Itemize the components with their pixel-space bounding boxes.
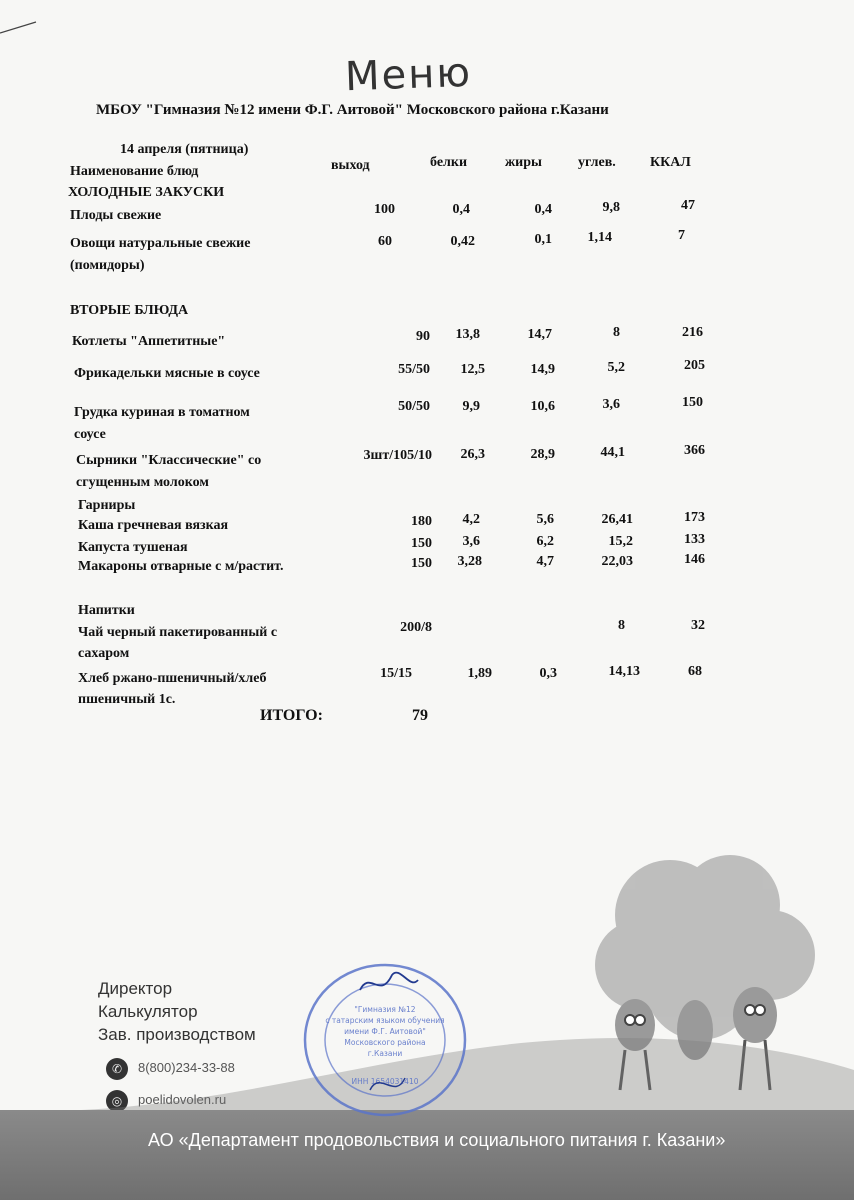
dish-name: Котлеты "Аппетитные": [72, 334, 226, 349]
stamp-line: с татарским языком обучения: [325, 1016, 445, 1025]
header-output: выход: [331, 158, 370, 173]
dish-fat: 6,2: [536, 534, 554, 549]
dish-name-cont: пшеничный 1с.: [78, 692, 176, 707]
dish-fat: 28,9: [530, 447, 555, 462]
total-value: 79: [412, 707, 428, 724]
header-protein: белки: [430, 155, 468, 170]
dish-name: Грудка куриная в томатном: [74, 405, 250, 420]
dish-kcal: 216: [682, 325, 703, 340]
phone-icon: ✆: [106, 1058, 128, 1080]
dish-kcal: 7: [678, 228, 685, 243]
dish-carbs: 14,13: [608, 664, 640, 679]
dish-name-cont: сгущенным молоком: [76, 475, 209, 490]
dish-fat: 10,6: [530, 399, 555, 414]
dish-name: Капуста тушеная: [78, 540, 188, 555]
dish-protein: 0,4: [452, 202, 470, 217]
footer-calculator: Калькулятор: [98, 1002, 198, 1021]
dish-output: 150: [411, 536, 432, 551]
dish-fat: 4,7: [536, 554, 554, 569]
dish-protein: 26,3: [460, 447, 485, 462]
dish-output: 50/50: [398, 399, 430, 414]
dish-output: 3шт/105/10: [363, 448, 432, 463]
dish-kcal: 173: [684, 510, 705, 525]
section-cold: ХОЛОДНЫЕ ЗАКУСКИ: [68, 185, 225, 200]
dish-fat: 0,3: [539, 666, 557, 681]
dish-name-cont: (помидоры): [70, 258, 145, 273]
stamp-line: Московского района: [344, 1038, 426, 1047]
dish-name: Каша гречневая вязкая: [78, 518, 229, 533]
total-label: ИТОГО:: [260, 707, 323, 724]
dish-protein: 3,28: [457, 554, 482, 569]
footer-phone[interactable]: 8(800)234-33-88: [138, 1060, 235, 1075]
stamp-line: имени Ф.Г. Аитовой": [344, 1027, 426, 1036]
dish-protein: 4,2: [462, 512, 480, 527]
dish-carbs: 3,6: [602, 397, 620, 412]
stamp-line: "Гимназия №12: [354, 1005, 416, 1014]
dish-output: 200/8: [400, 620, 432, 635]
dish-protein: 3,6: [462, 534, 480, 549]
dish-carbs: 9,8: [602, 200, 620, 215]
footer-director: Директор: [98, 979, 173, 998]
dish-carbs: 44,1: [600, 445, 625, 460]
dish-protein: 9,9: [462, 399, 480, 414]
dish-fat: 14,9: [530, 362, 555, 377]
globe-icon: ◎: [106, 1090, 128, 1112]
dish-name: Чай черный пакетированный с: [78, 625, 278, 640]
dish-protein: 13,8: [455, 327, 480, 342]
dish-output: 60: [378, 234, 392, 249]
dish-output: 55/50: [398, 362, 430, 377]
dish-name: Макароны отварные с м/растит.: [78, 559, 284, 574]
dish-name: Сырники "Классические" со: [76, 453, 262, 468]
dish-fat: 14,7: [527, 327, 552, 342]
scan-edge-mark: [0, 18, 40, 38]
dish-name: Фрикадельки мясные в соусе: [74, 366, 260, 381]
dish-carbs: 8: [613, 325, 620, 340]
dish-output: 150: [411, 556, 432, 571]
dish-kcal: 32: [691, 618, 705, 633]
school-title: МБОУ "Гимназия №12 имени Ф.Г. Аитовой" Московского района г.Казани: [96, 102, 609, 118]
header-fat: жиры: [505, 155, 542, 170]
dish-carbs: 22,03: [601, 554, 633, 569]
dish-name-cont: соусе: [74, 427, 106, 442]
dish-fat: 5,6: [536, 512, 554, 527]
dish-output: 100: [374, 202, 395, 217]
dish-protein: 0,42: [450, 234, 475, 249]
round-stamp: [300, 960, 470, 1120]
dish-kcal: 47: [681, 198, 695, 213]
dish-kcal: 150: [682, 395, 703, 410]
dish-protein: 1,89: [467, 666, 492, 681]
stamp-line: г.Казани: [367, 1049, 403, 1058]
dish-carbs: 15,2: [608, 534, 633, 549]
footer-site[interactable]: poelidovolen.ru: [138, 1092, 227, 1107]
dish-carbs: 26,41: [601, 512, 633, 527]
dish-kcal: 68: [688, 664, 702, 679]
section-drinks: Напитки: [78, 603, 135, 618]
header-carbs: углев.: [578, 155, 616, 170]
dish-name-cont: сахаром: [78, 646, 130, 661]
stamp-line: ИНН 1654031410: [351, 1077, 419, 1086]
dish-name: Овощи натуральные свежие: [70, 236, 251, 251]
dish-fat: 0,4: [534, 202, 552, 217]
dish-kcal: 146: [684, 552, 705, 567]
dish-output: 90: [416, 329, 430, 344]
footer-band: [0, 1110, 854, 1200]
dish-kcal: 133: [684, 532, 705, 547]
dish-output: 180: [411, 514, 432, 529]
dish-kcal: 205: [684, 358, 705, 373]
header-kcal: ККАЛ: [650, 155, 691, 170]
section-garnish: Гарниры: [78, 498, 136, 513]
footer-production: Зав. производством: [98, 1025, 256, 1044]
dish-carbs: 8: [618, 618, 625, 633]
dish-kcal: 366: [684, 443, 705, 458]
section-second: ВТОРЫЕ БЛЮДА: [70, 303, 189, 318]
dish-name: Хлеб ржано-пшеничный/хлеб: [78, 671, 267, 686]
dish-protein: 12,5: [460, 362, 485, 377]
dish-carbs: 1,14: [587, 230, 612, 245]
handwritten-title: Меню: [344, 49, 473, 101]
dish-name: Плоды свежие: [70, 208, 162, 223]
dish-output: 15/15: [380, 666, 412, 681]
footer-company: АО «Департамент продовольствия и социального питания г. Казани»: [148, 1130, 726, 1150]
menu-date: 14 апреля (пятница): [120, 142, 249, 157]
header-name: Наименование блюд: [70, 164, 199, 179]
dish-carbs: 5,2: [607, 360, 625, 375]
dish-fat: 0,1: [534, 232, 552, 247]
